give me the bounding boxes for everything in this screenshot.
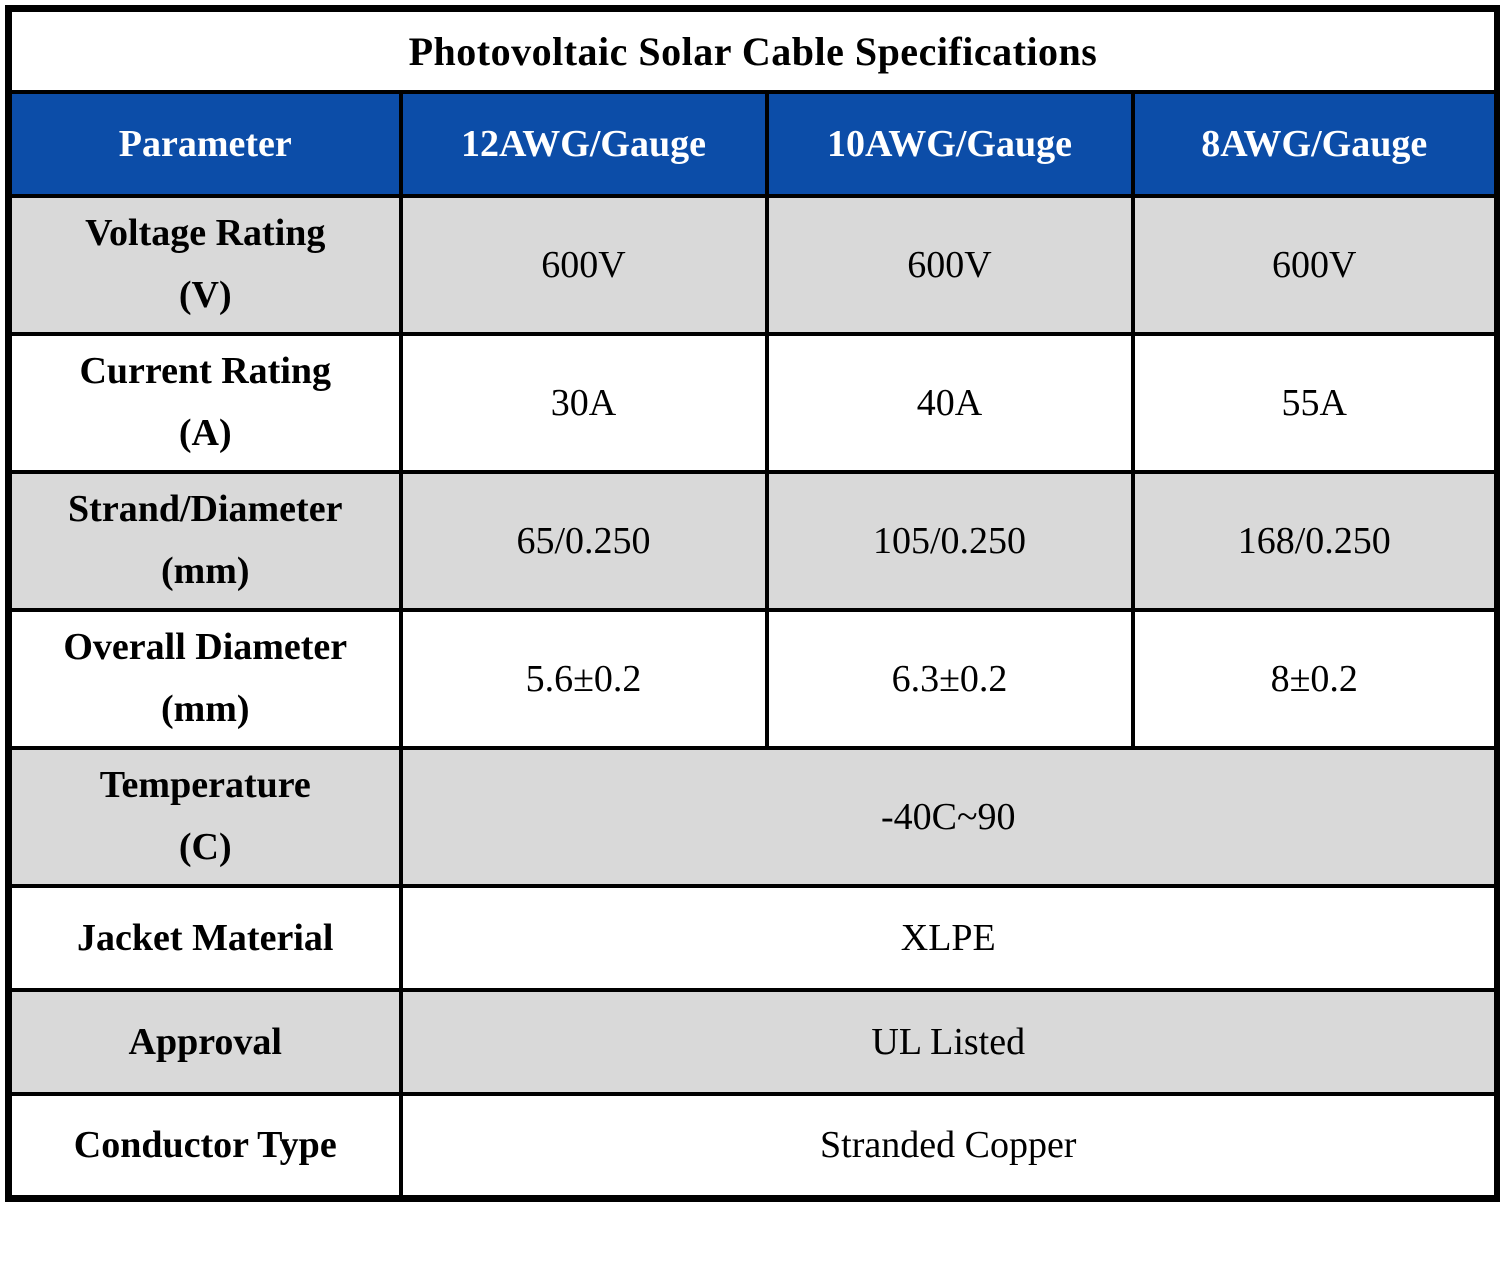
row-label-approval: Approval [9,990,401,1094]
row-label-line1: Temperature [99,764,311,807]
cell-overall-8awg: 8±0.2 [1133,610,1498,748]
column-header-12awg: 12AWG/Gauge [401,92,767,196]
row-label-conductor-type: Conductor Type [9,1094,401,1198]
row-temperature [9,748,1498,886]
row-label-jacket-material: Jacket Material [9,886,401,990]
row-label-line2: (C) [178,826,232,868]
title-row [9,9,1498,93]
row-label-temperature [9,748,401,886]
cell-strand-10awg: 105/0.250 [767,472,1133,610]
spec-table [5,5,1500,1202]
row-label-strand-diameter [9,472,401,610]
row-conductor-type [9,1094,1498,1198]
cell-overall-10awg: 6.3±0.2 [767,610,1133,748]
cell-voltage-8awg: 600V [1133,196,1498,334]
cell-jacket-material-merged: XLPE [401,886,1498,990]
column-header-parameter: Parameter [9,92,401,196]
header-row [9,92,1498,196]
table-title: Photovoltaic Solar Cable Specifications [9,9,1498,93]
cell-current-12awg: 30A [401,334,767,472]
row-label-line2: (A) [178,412,232,454]
row-label-line1: Overall Diameter [63,626,348,669]
row-current-rating [9,334,1498,472]
row-label-line2: (mm) [160,550,250,592]
row-jacket-material [9,886,1498,990]
cell-voltage-12awg: 600V [401,196,767,334]
cell-current-8awg: 55A [1133,334,1498,472]
row-label-line2: (V) [178,274,232,316]
cell-strand-8awg: 168/0.250 [1133,472,1498,610]
row-label-line2: (mm) [160,688,250,730]
row-overall-diameter [9,610,1498,748]
row-label-line1: Strand/Diameter [68,488,343,531]
cell-approval-merged: UL Listed [401,990,1498,1094]
row-label-voltage-rating [9,196,401,334]
cell-current-10awg: 40A [767,334,1133,472]
row-label-overall-diameter [9,610,401,748]
row-label-line1: Current Rating [79,350,332,393]
row-approval [9,990,1498,1094]
column-header-8awg: 8AWG/Gauge [1133,92,1498,196]
column-header-10awg: 10AWG/Gauge [767,92,1133,196]
cell-temperature-merged: -40C~90 [401,748,1498,886]
cell-strand-12awg: 65/0.250 [401,472,767,610]
row-label-line1: Voltage Rating [85,212,326,255]
cell-overall-12awg: 5.6±0.2 [401,610,767,748]
cell-conductor-type-merged: Stranded Copper [401,1094,1498,1198]
row-strand-diameter [9,472,1498,610]
row-voltage-rating [9,196,1498,334]
cell-voltage-10awg: 600V [767,196,1133,334]
row-label-current-rating [9,334,401,472]
